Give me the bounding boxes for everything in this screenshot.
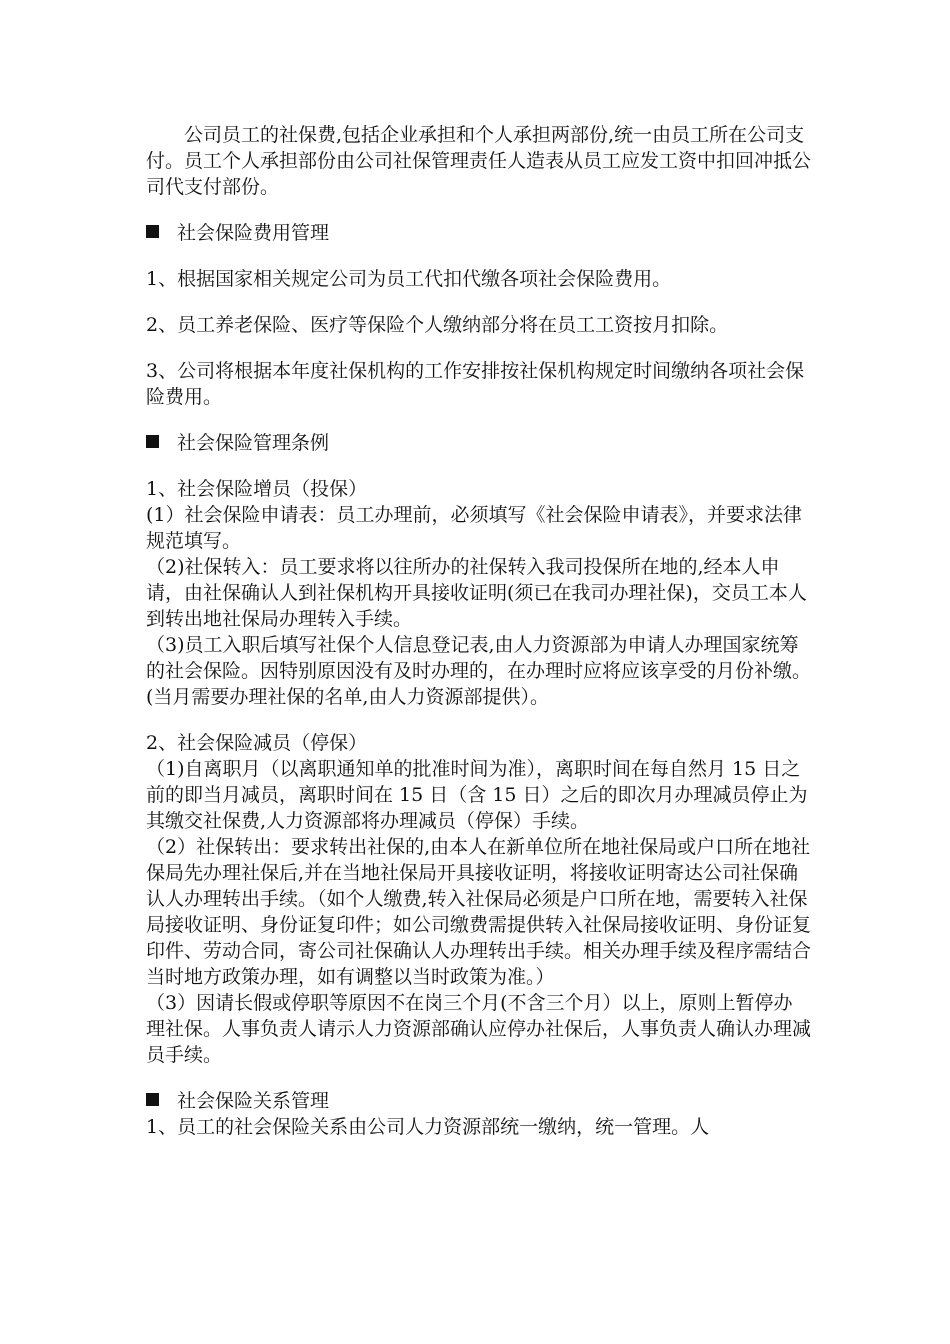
insurance-reduce-title: 2、社会保险减员（停保） — [146, 732, 368, 754]
insurance-add-item-1: (1）社会保险申请表：员工办理前，必须填写《社会保险申请表》，并要求法律规范填写。 — [146, 504, 803, 552]
section-heading-text: 社会保险关系管理 — [177, 1090, 330, 1112]
document-body — [146, 122, 811, 1140]
insurance-reduce-item-2: （2）社保转出：要求转出社保的,由本人在新单位所在地社保局或户口所在地社保局先办理社保后,并在当地社保局开具接收证明，将接收证明寄达公司社保确认人办理转出手续。（如个人缴费,转入社保局必须是户口所在地，需要转入社保局接收证明、身份证复印件；如公司缴费需提供转入社保局接收证明、身份证复印件、劳动合同，寄公司社保确认人办理转出手续。相关办理手续及程序需结合当时地方政策办理，如有调整以当时政策为准。） — [146, 836, 812, 988]
section-heading-text: 社会保险管理条例 — [177, 432, 330, 454]
fee-item-1: 1、根据国家相关规定公司为员工代扣代缴各项社会保险费用。 — [146, 268, 672, 290]
insurance-reduce-block — [146, 730, 811, 1068]
insurance-add-block — [146, 476, 811, 710]
insurance-add-item-2: （2)社保转入：员工要求将以往所办的社保转入我司投保所在地的,经本人申请，由社保确认人到社保机构开具接收证明(须已在我司办理社保)，交员工本人到转出地社保局办理转入手续。 — [146, 556, 807, 630]
insurance-reduce-item-1: （1)自离职月（以离职通知单的批准时间为准），离职时间在每自然月 15 日之前的即当月减员，离职时间在 15 日（含 15 日）之后的即次月办理减员停止为其缴交社保费,人力资源部将办理减员（停保）手续。 — [146, 758, 808, 832]
section-heading-text: 社会保险费用管理 — [177, 222, 330, 244]
fee-item-2: 2、员工养老保险、医疗等保险个人缴纳部分将在员工工资按月扣除。 — [146, 314, 729, 336]
insurance-add-item-3: （3)员工入职后填写社保个人信息登记表,由人力资源部为申请人办理国家统筹的社会保险。因特别原因没有及时办理的，在办理时应将应该享受的月份补缴。(当月需要办理社保的名单,由人力资源部提供）。 — [146, 634, 812, 708]
square-bullet-icon — [146, 435, 159, 448]
section-heading-relationship — [146, 1088, 811, 1114]
section-heading-regulations — [146, 430, 811, 456]
insurance-add-title: 1、社会保险增员（投保） — [146, 478, 368, 500]
square-bullet-icon — [146, 1093, 159, 1106]
square-bullet-icon — [146, 225, 159, 238]
fee-item-3: 3、公司将根据本年度社保机构的工作安排按社保机构规定时间缴纳各项社会保险费用。 — [146, 360, 805, 408]
section-heading-fee-management — [146, 220, 811, 246]
insurance-reduce-item-3: （3）因请长假或停职等原因不在岗三个月(不含三个月）以上，原则上暂停办理社保。人事负责人请示人力资源部确认应停办社保后，人事负责人确认办理减员手续。 — [146, 992, 812, 1066]
relationship-item-1: 1、员工的社会保险关系由公司人力资源部统一缴纳，统一管理。人 — [146, 1116, 710, 1138]
intro-paragraph: 公司员工的社保费,包括企业承担和个人承担两部份,统一由员工所在公司支付。员工个人承担部份由公司社保管理责任人造表从员工应发工资中扣回冲抵公司代支付部份。 — [146, 124, 812, 198]
